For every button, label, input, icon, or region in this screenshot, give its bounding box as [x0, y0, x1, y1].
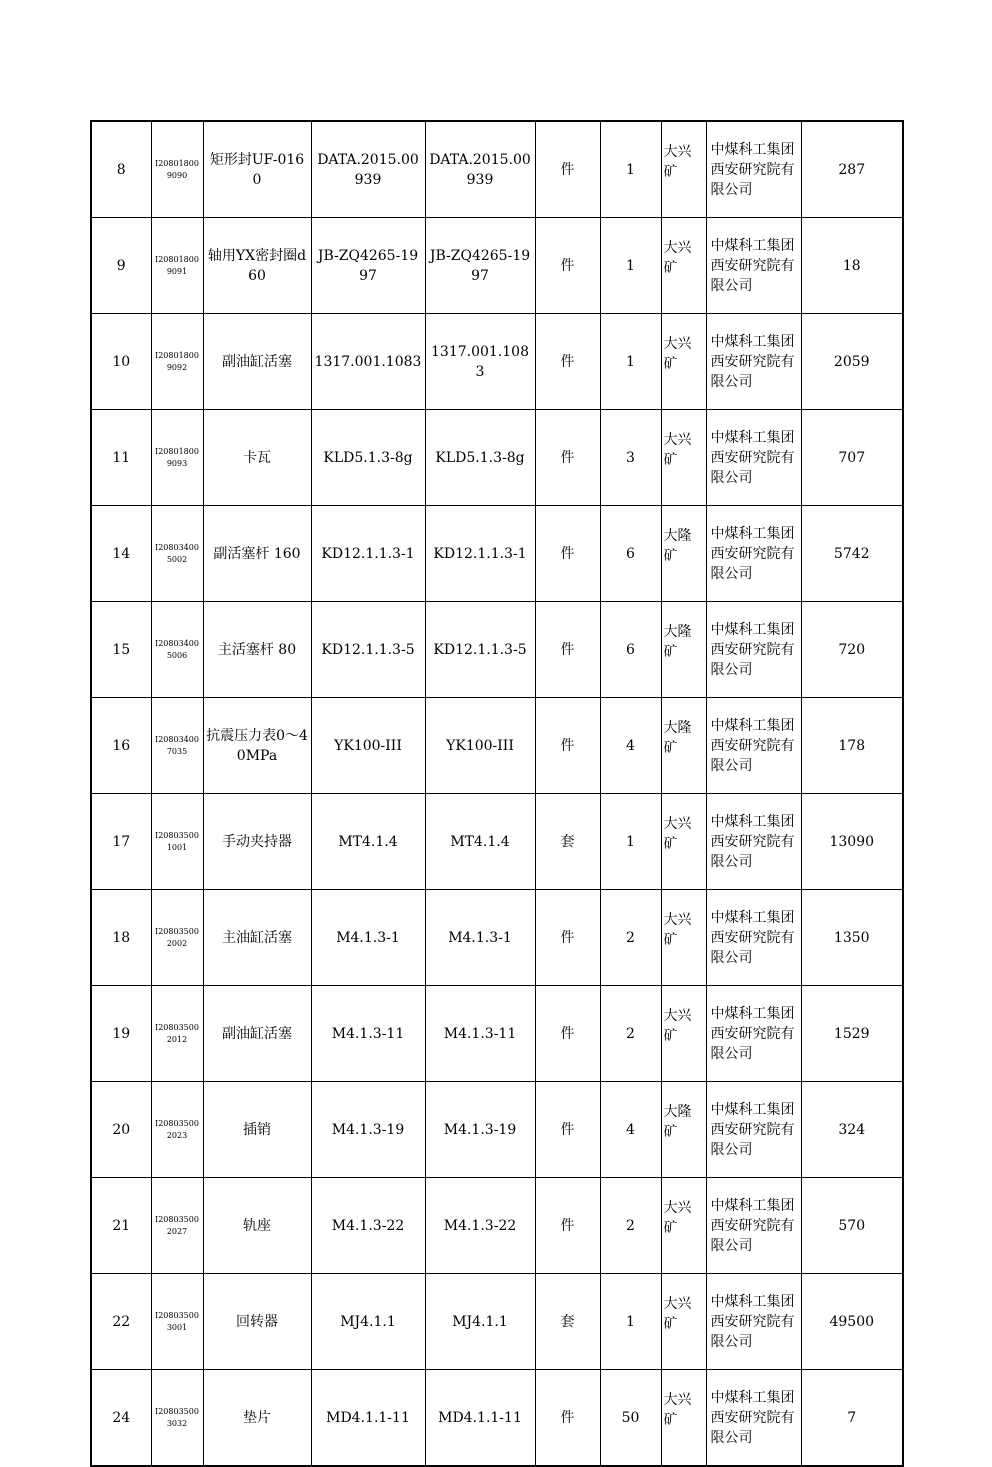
parts-price-table	[90, 120, 904, 1467]
specification-cell: KLD5.1.3-8g	[311, 410, 425, 506]
unit-cell: 件	[535, 121, 600, 218]
mine-cell: 大兴矿	[661, 218, 706, 314]
specification-cell: YK100-III	[311, 698, 425, 794]
drawing-number-cell: M4.1.3-11	[425, 986, 535, 1082]
quantity-cell: 1	[600, 794, 661, 890]
row-number-cell: 20	[91, 1082, 151, 1178]
quantity-cell: 2	[600, 986, 661, 1082]
unit-cell: 件	[535, 1178, 600, 1274]
price-cell: 720	[801, 602, 903, 698]
quantity-cell: 6	[600, 602, 661, 698]
specification-cell: 1317.001.1083	[311, 314, 425, 410]
mine-cell: 大兴矿	[661, 410, 706, 506]
table-row	[91, 121, 903, 218]
drawing-number-cell: DATA.2015.00939	[425, 121, 535, 218]
row-number-cell: 9	[91, 218, 151, 314]
specification-cell: KD12.1.1.3-5	[311, 602, 425, 698]
mine-cell: 大兴矿	[661, 890, 706, 986]
table-body	[91, 121, 903, 1466]
quantity-cell: 2	[600, 890, 661, 986]
material-code-cell: I20803500 3001	[151, 1274, 203, 1370]
supplier-cell: 中煤科工集团西安研究院有限公司	[706, 410, 801, 506]
mine-cell: 大隆矿	[661, 602, 706, 698]
row-number-cell: 24	[91, 1370, 151, 1467]
material-code-cell: I20803500 1001	[151, 794, 203, 890]
row-number-cell: 22	[91, 1274, 151, 1370]
quantity-cell: 50	[600, 1370, 661, 1467]
material-code-cell: I20803500 2012	[151, 986, 203, 1082]
unit-cell: 件	[535, 986, 600, 1082]
drawing-number-cell: M4.1.3-19	[425, 1082, 535, 1178]
item-name-cell: 轨座	[203, 1178, 311, 1274]
price-cell: 570	[801, 1178, 903, 1274]
specification-cell: MD4.1.1-11	[311, 1370, 425, 1467]
unit-cell: 件	[535, 890, 600, 986]
supplier-cell: 中煤科工集团西安研究院有限公司	[706, 1370, 801, 1467]
item-name-cell: 主活塞杆 80	[203, 602, 311, 698]
row-number-cell: 8	[91, 121, 151, 218]
specification-cell: DATA.2015.00939	[311, 121, 425, 218]
quantity-cell: 1	[600, 218, 661, 314]
mine-cell: 大兴矿	[661, 986, 706, 1082]
mine-cell: 大兴矿	[661, 1274, 706, 1370]
quantity-cell: 1	[600, 314, 661, 410]
unit-cell: 件	[535, 698, 600, 794]
material-code-cell: I20801800 9090	[151, 121, 203, 218]
specification-cell: M4.1.3-22	[311, 1178, 425, 1274]
material-code-cell: I20803400 5002	[151, 506, 203, 602]
price-cell: 287	[801, 121, 903, 218]
item-name-cell: 轴用YX密封圈d60	[203, 218, 311, 314]
item-name-cell: 主油缸活塞	[203, 890, 311, 986]
price-cell: 707	[801, 410, 903, 506]
item-name-cell: 回转器	[203, 1274, 311, 1370]
item-name-cell: 卡瓦	[203, 410, 311, 506]
drawing-number-cell: JB-ZQ4265-1997	[425, 218, 535, 314]
item-name-cell: 矩形封UF-0160	[203, 121, 311, 218]
table-row	[91, 410, 903, 506]
price-cell: 13090	[801, 794, 903, 890]
supplier-cell: 中煤科工集团西安研究院有限公司	[706, 698, 801, 794]
supplier-cell: 中煤科工集团西安研究院有限公司	[706, 1082, 801, 1178]
quantity-cell: 3	[600, 410, 661, 506]
specification-cell: MT4.1.4	[311, 794, 425, 890]
specification-cell: M4.1.3-1	[311, 890, 425, 986]
supplier-cell: 中煤科工集团西安研究院有限公司	[706, 1178, 801, 1274]
quantity-cell: 4	[600, 698, 661, 794]
material-code-cell: I20803400 5006	[151, 602, 203, 698]
row-number-cell: 11	[91, 410, 151, 506]
mine-cell: 大兴矿	[661, 1178, 706, 1274]
specification-cell: JB-ZQ4265-1997	[311, 218, 425, 314]
price-cell: 18	[801, 218, 903, 314]
material-code-cell: I20803400 7035	[151, 698, 203, 794]
supplier-cell: 中煤科工集团西安研究院有限公司	[706, 890, 801, 986]
row-number-cell: 14	[91, 506, 151, 602]
drawing-number-cell: MJ4.1.1	[425, 1274, 535, 1370]
unit-cell: 件	[535, 314, 600, 410]
table-row	[91, 1274, 903, 1370]
table-row	[91, 314, 903, 410]
quantity-cell: 1	[600, 1274, 661, 1370]
mine-cell: 大兴矿	[661, 121, 706, 218]
supplier-cell: 中煤科工集团西安研究院有限公司	[706, 1274, 801, 1370]
specification-cell: MJ4.1.1	[311, 1274, 425, 1370]
row-number-cell: 10	[91, 314, 151, 410]
drawing-number-cell: M4.1.3-22	[425, 1178, 535, 1274]
table-row	[91, 602, 903, 698]
table-row	[91, 218, 903, 314]
mine-cell: 大隆矿	[661, 506, 706, 602]
material-code-cell: I20803500 2023	[151, 1082, 203, 1178]
drawing-number-cell: YK100-III	[425, 698, 535, 794]
unit-cell: 件	[535, 218, 600, 314]
unit-cell: 套	[535, 794, 600, 890]
price-cell: 7	[801, 1370, 903, 1467]
price-cell: 324	[801, 1082, 903, 1178]
material-code-cell: I20803500 3032	[151, 1370, 203, 1467]
specification-cell: M4.1.3-11	[311, 986, 425, 1082]
unit-cell: 套	[535, 1274, 600, 1370]
material-code-cell: I20803500 2002	[151, 890, 203, 986]
supplier-cell: 中煤科工集团西安研究院有限公司	[706, 121, 801, 218]
mine-cell: 大隆矿	[661, 698, 706, 794]
table-row	[91, 890, 903, 986]
mine-cell: 大隆矿	[661, 1082, 706, 1178]
table-row	[91, 986, 903, 1082]
material-code-cell: I20801800 9092	[151, 314, 203, 410]
item-name-cell: 手动夹持器	[203, 794, 311, 890]
item-name-cell: 副油缸活塞	[203, 314, 311, 410]
specification-cell: M4.1.3-19	[311, 1082, 425, 1178]
mine-cell: 大兴矿	[661, 794, 706, 890]
row-number-cell: 17	[91, 794, 151, 890]
row-number-cell: 16	[91, 698, 151, 794]
supplier-cell: 中煤科工集团西安研究院有限公司	[706, 986, 801, 1082]
table-row	[91, 1082, 903, 1178]
price-cell: 178	[801, 698, 903, 794]
drawing-number-cell: MT4.1.4	[425, 794, 535, 890]
drawing-number-cell: KD12.1.1.3-1	[425, 506, 535, 602]
table-row	[91, 506, 903, 602]
supplier-cell: 中煤科工集团西安研究院有限公司	[706, 218, 801, 314]
drawing-number-cell: M4.1.3-1	[425, 890, 535, 986]
table-row	[91, 794, 903, 890]
unit-cell: 件	[535, 602, 600, 698]
drawing-number-cell: MD4.1.1-11	[425, 1370, 535, 1467]
drawing-number-cell: KD12.1.1.3-5	[425, 602, 535, 698]
unit-cell: 件	[535, 410, 600, 506]
table-row	[91, 1178, 903, 1274]
item-name-cell: 插销	[203, 1082, 311, 1178]
quantity-cell: 1	[600, 121, 661, 218]
supplier-cell: 中煤科工集团西安研究院有限公司	[706, 506, 801, 602]
specification-cell: KD12.1.1.3-1	[311, 506, 425, 602]
quantity-cell: 4	[600, 1082, 661, 1178]
quantity-cell: 6	[600, 506, 661, 602]
row-number-cell: 19	[91, 986, 151, 1082]
price-cell: 1529	[801, 986, 903, 1082]
unit-cell: 件	[535, 1370, 600, 1467]
price-cell: 5742	[801, 506, 903, 602]
item-name-cell: 垫片	[203, 1370, 311, 1467]
row-number-cell: 18	[91, 890, 151, 986]
mine-cell: 大兴矿	[661, 1370, 706, 1467]
price-cell: 1350	[801, 890, 903, 986]
unit-cell: 件	[535, 1082, 600, 1178]
material-code-cell: I20801800 9091	[151, 218, 203, 314]
supplier-cell: 中煤科工集团西安研究院有限公司	[706, 794, 801, 890]
row-number-cell: 15	[91, 602, 151, 698]
item-name-cell: 抗震压力表0～40MPa	[203, 698, 311, 794]
material-code-cell: I20803500 2027	[151, 1178, 203, 1274]
supplier-cell: 中煤科工集团西安研究院有限公司	[706, 314, 801, 410]
item-name-cell: 副活塞杆 160	[203, 506, 311, 602]
row-number-cell: 21	[91, 1178, 151, 1274]
material-code-cell: I20801800 9093	[151, 410, 203, 506]
supplier-cell: 中煤科工集团西安研究院有限公司	[706, 602, 801, 698]
price-cell: 49500	[801, 1274, 903, 1370]
drawing-number-cell: 1317.001.1083	[425, 314, 535, 410]
table-row	[91, 1370, 903, 1467]
unit-cell: 件	[535, 506, 600, 602]
table-row	[91, 698, 903, 794]
quantity-cell: 2	[600, 1178, 661, 1274]
price-cell: 2059	[801, 314, 903, 410]
mine-cell: 大兴矿	[661, 314, 706, 410]
drawing-number-cell: KLD5.1.3-8g	[425, 410, 535, 506]
item-name-cell: 副油缸活塞	[203, 986, 311, 1082]
